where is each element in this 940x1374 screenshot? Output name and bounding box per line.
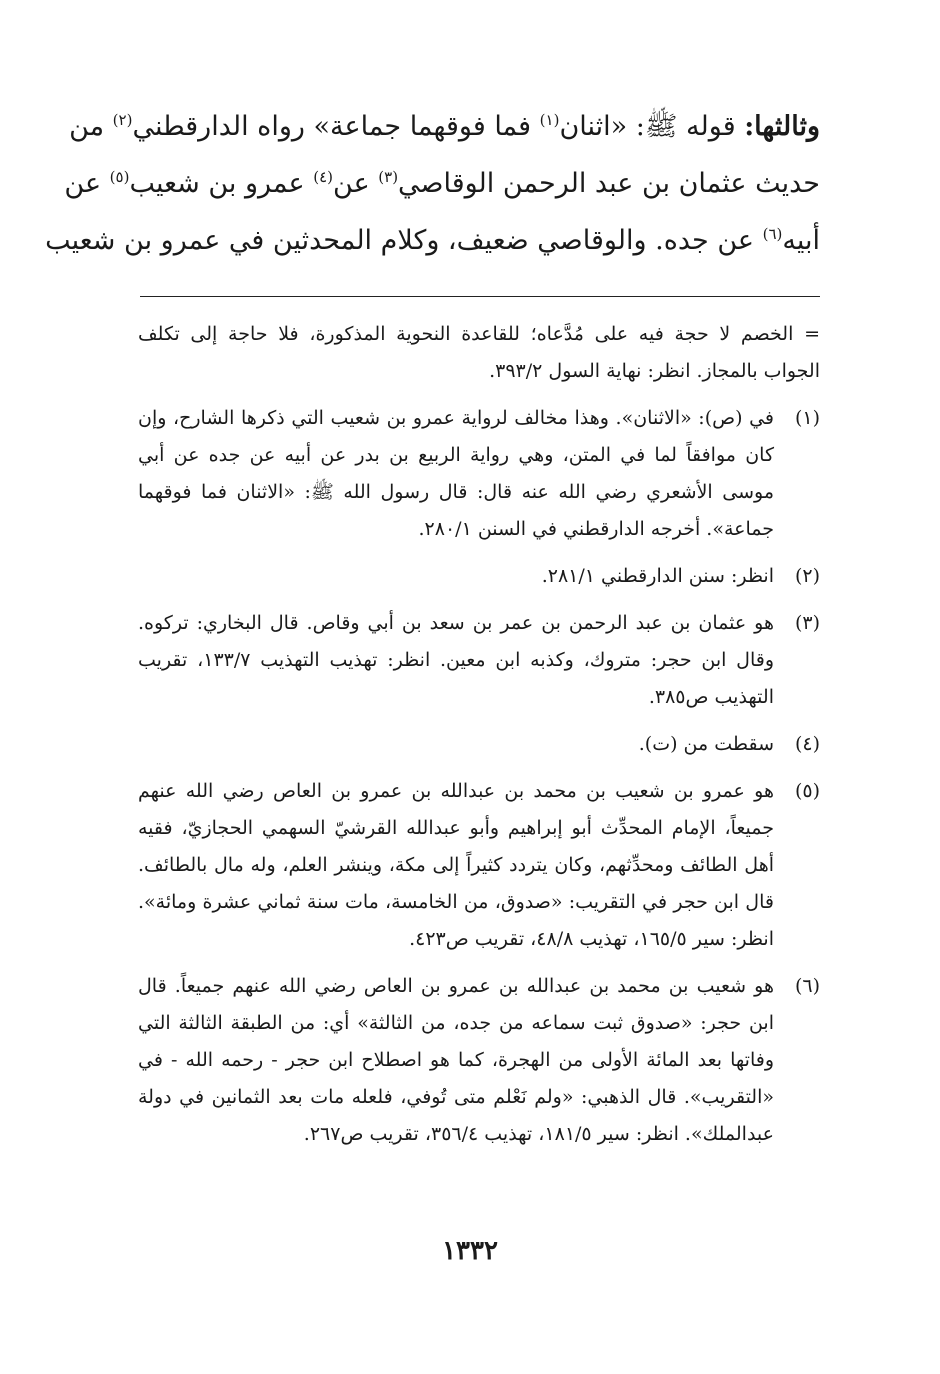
main-text-segment: عن: [333, 168, 379, 199]
footnote-4: [138, 726, 820, 763]
footnote-1: [138, 400, 820, 548]
footnote-text: هو شعيب بن محمد بن عبدالله بن عمرو بن العاص رضي الله عنهم جميعاً. قال ابن حجر: «صدوق ثبت سماعه من جده، من الثالثة» أي: من الطبقة الثالثة التي وفاتها بعد المائة الأولى من الهجرة، كما هو اصطلاح ابن حجر - رحمه الله - في «التقريب». قال الذهبي: «ولم نَعْلم متى تُوفي، فلعله مات بعد الثمانين في دولة عبدالملك». انظر: سير ١٨١/٥، تهذيب ٣٥٦/٤، تقريب ص٢٦٧.: [138, 975, 774, 1145]
main-text-segment: عمرو بن شعيب: [129, 168, 314, 199]
footnote-text: هو عمرو بن شعيب بن محمد بن عبدالله بن عمرو بن العاص رضي الله عنهم جميعاً، الإمام المحدِّث أبو إبراهيم وأبو عبدالله القرشيّ السهمي الحجازيّ، فقيه أهل الطائف ومحدِّثهم، وكان يتردد كثيراً إلى مكة، وينشر العلم، وله مال بالطائف. قال ابن حجر في التقريب: «صدوق، من الخامسة، مات سنة ثماني عشرة ومائة». انظر: سير ١٦٥/٥، تهذيب ٤٨/٨، تقريب ص٤٢٣.: [138, 780, 774, 950]
footnote-number: (٥): [794, 780, 820, 802]
footnote-number: (٣): [794, 612, 820, 634]
footnote-ref-1: (١): [539, 111, 560, 129]
footnote-text: هو عثمان بن عبد الرحمن بن عمر بن سعد بن أبي وقاص. قال البخاري: تركوه. وقال ابن حجر: متروك، وكذبه ابن معين. انظر: تهذيب التهذيب ١٣٣/٧، تقريب التهذيب ص٣٨٥.: [138, 612, 775, 708]
footnotes-section: [138, 316, 820, 1163]
lead-word: وثالثها:: [744, 111, 820, 142]
main-text-block: [45, 98, 820, 269]
main-text-segment: أبيه: [782, 225, 820, 256]
main-text-segment: فما فوقهما جماعة» رواه الدارقطني: [132, 111, 540, 142]
footnote-number: (١): [794, 407, 820, 429]
footnote-ref-2: (٢): [112, 111, 133, 129]
main-text-segment: من: [69, 111, 113, 142]
footnote-text: سقطت من (ت).: [638, 733, 774, 755]
main-text-segment: حديث عثمان بن عبد الرحمن الوقاصي: [398, 168, 820, 199]
main-line-2: [64, 155, 820, 212]
main-text-segment: قوله ﷺ: «اثنان: [559, 111, 745, 142]
main-line-1: [69, 98, 820, 155]
footnote-text: انظر: سنن الدارقطني ٢٨١/١.: [541, 565, 774, 587]
footnote-separator: [140, 296, 820, 297]
footnote-text: في (ص): «الاثنان». وهذا مخالف لرواية عمرو بن شعيب التي ذكرها الشارح، وإن كان موافقاً لما في المتن، وهي رواية الربيع بن بدر عن أبيه عن جده عن أبي موسى الأشعري رضي الله عنه قال: قال رسول الله ﷺ: «الاثنان فما فوقهما جماعة». أخرجه الدارقطني في السنن ٢٨٠/١.: [138, 407, 774, 540]
footnote-2: [138, 558, 820, 595]
footnote-continuation: = الخصم لا حجة فيه على مُدَّعاه؛ للقاعدة النحوية المذكورة، فلا حاجة إلى تكلف الجواب بالمجاز. انظر: نهاية السول ٣٩٣/٢.: [138, 323, 820, 382]
footnote-ref-6: (٦): [762, 225, 783, 243]
footnote-ref-5: (٥): [109, 168, 130, 186]
footnote-6: [138, 968, 820, 1153]
footnote-ref-4: (٤): [313, 168, 334, 186]
main-text-segment: عن جده. والوقاصي ضعيف، وكلام المحدثين في عمرو بن شعيب: [45, 225, 763, 256]
footnote-ref-3: (٣): [378, 168, 399, 186]
footnote-number: (٦): [794, 975, 820, 997]
footnote-3: [138, 605, 820, 716]
page-number: ١٣٣٢: [442, 1236, 498, 1266]
main-text-segment: عن: [64, 168, 110, 199]
footnote-number: (٢): [794, 565, 820, 587]
footnote-5: [138, 773, 820, 958]
main-line-3: [45, 212, 820, 269]
footnote-number: (٤): [794, 733, 820, 755]
